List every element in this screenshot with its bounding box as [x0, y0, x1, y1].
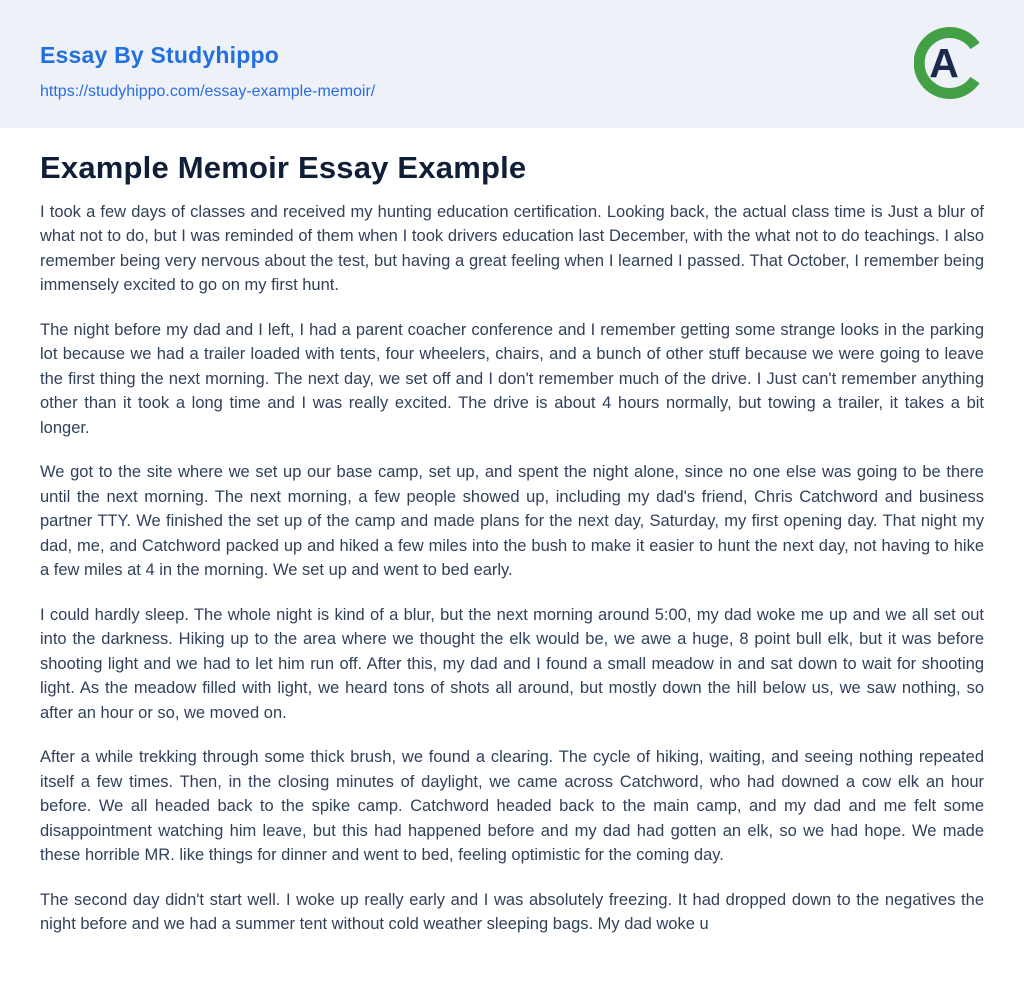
studyhippo-logo-icon: [914, 27, 986, 99]
header-left: [40, 0, 375, 100]
essay-paragraph: I took a few days of classes and received my hunting education certification. Looking back, the actual class time is Just a blur of what not to do, but I was reminded of them when I took drivers education last December, with the what not to do teachings. I also remember being very nervous about the test, but having a great feeling when I learned I passed. That October, I remember being immensely excited to go on my first hunt.: [40, 202, 984, 295]
site-url-link[interactable]: https://studyhippo.com/essay-example-memoir/: [40, 83, 376, 100]
page-header: [0, 0, 1024, 128]
essay-title: Example Memoir Essay Example: [40, 150, 527, 185]
essay-paragraph: The night before my dad and I left, I had a parent coacher conference and I remember getting some strange looks in the parking lot because we had a trailer loaded with tents, four wheelers, chairs, and a bunch of other stuff because we were going to leave the first thing the next morning. The next day, we set off and I don't remember much of the drive. I Just can't remember anything other than it took a long time and I was really excited. The drive is about 4 hours normally, but towing a trailer, it takes a bit longer.: [40, 320, 984, 437]
essay-content: [0, 152, 1024, 937]
essay-paragraph: After a while trekking through some thick brush, we found a clearing. The cycle of hiking, waiting, and seeing nothing repeated itself a few times. Then, in the closing minutes of daylight, we came across Catchword, who had downed a cow elk an hour before. We all headed back to the spike camp. Catchword headed back to the main camp, and my dad and me felt some disappointment watching him leave, but this had happened before and my dad had gotten an elk, so we had hope. We made these horrible MR. like things for dinner and went to bed, feeling optimistic for the coming day.: [40, 748, 984, 865]
essay-paragraph: The second day didn't start well. I woke up really early and I was absolutely freezing. It had dropped down to the negatives the night before and we had a summer tent without cold weather sleeping bags. My dad woke u: [40, 890, 984, 934]
essay-paragraph: We got to the site where we set up our base camp, set up, and spent the night alone, since no one else was going to be there until the next morning. The next morning, a few people showed up, including my dad's friend, Chris Catchword and business partner TTY. We finished the set up of the camp and made plans for the next day, Saturday, my first opening day. That night my dad, me, and Catchword packed up and hiked a few miles into the bush to make it easier to hunt the next day, not having to hike a few miles at 4 in the morning. We set up and went to bed early.: [40, 463, 984, 580]
site-title: Essay By Studyhippo: [40, 42, 279, 68]
logo-letter: A: [929, 40, 959, 86]
essay-paragraph: I could hardly sleep. The whole night is kind of a blur, but the next morning around 5:00, my dad woke me up and we all set out into the darkness. Hiking up to the area where we thought the elk would be, we awe a huge, 8 point bull elk, but it was before shooting light and we had to let him run off. After this, my dad and I found a small meadow in and sat down to wait for shooting light. As the meadow filled with light, we heard tons of shots all around, but mostly down the hill below us, we saw nothing, so after an hour or so, we moved on.: [40, 605, 984, 722]
